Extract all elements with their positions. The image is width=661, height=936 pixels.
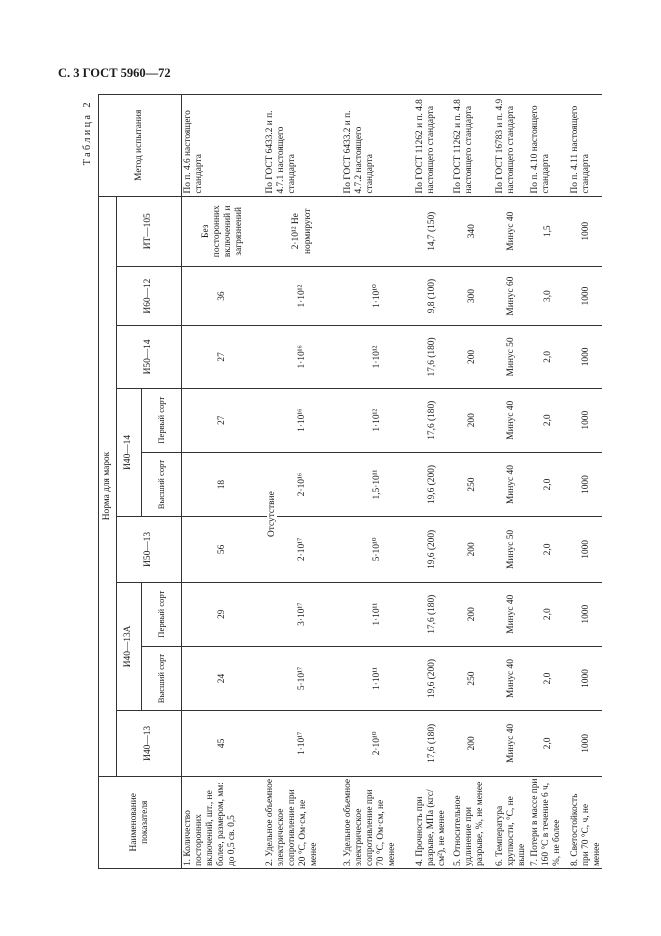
indicator-name: 2. Удельное объемное электрическое сопротивление при 20 °С, Ом·см, не менее	[264, 776, 342, 868]
indicator-name: 7. Потери в массе при 160 °С в течение 6 ч, %, не более	[529, 776, 569, 868]
grade-header-i40-13: И40—13	[117, 711, 182, 776]
grade-header-it-105: ИТ—105	[117, 196, 182, 266]
indicator-name: 3. Удельное объемное электрическое сопротивление при 70 °С, Ом·см, не менее	[342, 776, 414, 868]
value-cell: 2·10¹² Не нормируют	[264, 196, 342, 266]
method-column-header: Метод испытания	[99, 95, 182, 197]
value-cell: 200	[452, 582, 494, 646]
grade-header-i60-12: И60—12	[117, 266, 182, 325]
value-cell: 27	[182, 326, 264, 388]
sort-header-first: Первый сорт	[142, 388, 182, 452]
value-cell: 2·10¹⁰	[342, 711, 414, 776]
value-cell: 1·10¹²	[342, 326, 414, 388]
value-cell: 1000	[569, 711, 602, 776]
table-row	[264, 95, 342, 869]
table-row	[494, 95, 529, 869]
value-cell: 1000	[569, 517, 602, 582]
value-cell: 250	[452, 452, 494, 516]
value-cell: 2,0	[529, 517, 569, 582]
page-header: С. 3 ГОСТ 5960—72	[58, 66, 171, 80]
value-cell: 2,0	[529, 452, 569, 516]
value-cell: Минус 50	[494, 326, 529, 388]
value-cell: 14,7 (150)	[414, 196, 452, 266]
table-caption: Таблица 2	[82, 100, 93, 166]
table-row	[342, 95, 414, 869]
table-row	[529, 95, 569, 869]
value-cell: 2,0	[529, 646, 569, 710]
value-cell: 17,6 (180)	[414, 711, 452, 776]
value-cell: 27	[182, 388, 264, 452]
value-cell: Без посторонних включений и загрязнений	[182, 196, 264, 266]
value-cell: Минус 40	[494, 711, 529, 776]
value-cell: 5·10¹⁰	[342, 517, 414, 582]
value-cell: Минус 40	[494, 388, 529, 452]
value-cell: 200	[452, 517, 494, 582]
value-cell: 1·10¹⁶	[264, 326, 342, 388]
indicator-name: 5. Относительное удлинение при разрыве, %, не менее	[452, 776, 494, 868]
value-cell: Минус 40	[494, 196, 529, 266]
indicator-column-header: Наименование показателя	[99, 776, 182, 868]
value-cell: Минус 50	[494, 517, 529, 582]
value-cell: 1·10¹⁰	[342, 266, 414, 325]
method-cell: По ГОСТ 16783 и п. 4.9 настоящего стандарта	[494, 95, 529, 197]
value-cell: 1,5	[529, 196, 569, 266]
value-cell: 17,6 (180)	[414, 388, 452, 452]
value-cell: 19,6 (200)	[414, 646, 452, 710]
value-cell: 1,5·10¹¹	[342, 452, 414, 516]
value-cell: 200	[452, 388, 494, 452]
method-cell: По ГОСТ 11262 и п. 4.8 настоящего стандарта	[452, 95, 494, 197]
properties-table	[98, 94, 602, 869]
method-cell: По п. 4.10 настоящего стандарта	[529, 95, 569, 197]
indicator-name: 1. Количество посторонних включений, шт., не более, размером, мм: до 0,5 св. 0,5	[182, 776, 264, 868]
grade-header-i50-14: И50—14	[117, 326, 182, 388]
value-cell: 2,0	[529, 388, 569, 452]
value-cell: 1·10¹⁶	[264, 388, 342, 452]
value-cell: 17,6 (180)	[414, 582, 452, 646]
grade-header-i50-13: И50—13	[117, 517, 182, 582]
value-cell: 1·10¹¹	[342, 582, 414, 646]
value-cell: 200	[452, 711, 494, 776]
indicator-name: 6. Температура хрупкости, °С, не выше	[494, 776, 529, 868]
value-cell: 5·10¹⁷	[264, 646, 342, 710]
value-cell: 1000	[569, 388, 602, 452]
value-cell: Минус 40	[494, 452, 529, 516]
value-cell: 300	[452, 266, 494, 325]
value-cell: 2,0	[529, 326, 569, 388]
table-row	[182, 95, 264, 869]
value-cell: 24	[182, 646, 264, 710]
method-cell: По ГОСТ 11262 и п. 4.8 настоящего стандарта	[414, 95, 452, 197]
value-cell: 1000	[569, 452, 602, 516]
value-cell: 18	[182, 452, 264, 516]
table-row	[452, 95, 494, 869]
value-cell: 2·10¹⁷	[264, 517, 342, 582]
value-cell: 1000	[569, 646, 602, 710]
absent-note: Отсутствие	[267, 491, 277, 537]
value-cell: 2,0	[529, 711, 569, 776]
sort-header-high: Высший сорт	[142, 452, 182, 516]
value-cell: 200	[452, 326, 494, 388]
rotated-table-area	[82, 94, 602, 869]
value-cell: 29	[182, 582, 264, 646]
table-row	[414, 95, 452, 869]
value-cell: 19,6 (200)	[414, 517, 452, 582]
value-cell: 9,8 (100)	[414, 266, 452, 325]
value-cell: 1·10¹¹	[342, 646, 414, 710]
sort-header-high: Высший сорт	[142, 646, 182, 710]
value-cell: Минус 60	[494, 266, 529, 325]
sort-header-first: Первый сорт	[142, 582, 182, 646]
method-cell: По п. 4.6 настоящего стандарта	[182, 95, 264, 197]
method-cell: По п. 4.11 настоящего стандарта	[569, 95, 602, 197]
norm-column-header: Норма для марок	[99, 196, 117, 776]
indicator-name: 4. Прочность при разрыве, МПа (кгс/см²), не менее	[414, 776, 452, 868]
indicator-name: 8. Светостойкость при 70 °С, ч, не менее	[569, 776, 602, 868]
value-cell: 1·10¹⁷	[264, 711, 342, 776]
grade-header-i40-14: И40—14	[117, 388, 142, 517]
grade-header-i40-13a: И40—13А	[117, 582, 142, 711]
value-cell: 250	[452, 646, 494, 710]
value-cell: 17,6 (180)	[414, 326, 452, 388]
method-cell: По ГОСТ 6433.2 и п. 4.7.1 настоящего стандарта	[264, 95, 342, 197]
value-cell: 1000	[569, 582, 602, 646]
value-cell: 1·10¹²	[342, 388, 414, 452]
value-cell: 2,0	[529, 582, 569, 646]
value-cell: 1000	[569, 196, 602, 266]
value-cell: 340	[452, 196, 494, 266]
value-cell	[342, 196, 414, 266]
value-cell: Минус 40	[494, 582, 529, 646]
value-cell: 1·10¹²	[264, 266, 342, 325]
value-cell: 45	[182, 711, 264, 776]
value-cell: 56	[182, 517, 264, 582]
value-cell: 2·10¹⁶	[264, 452, 342, 516]
value-cell: 3,0	[529, 266, 569, 325]
table-row	[569, 95, 602, 869]
value-cell: Минус 40	[494, 646, 529, 710]
value-cell: 1000	[569, 326, 602, 388]
value-cell: 1000	[569, 266, 602, 325]
method-cell: По ГОСТ 6433.2 и п. 4.7.2 настоящего стандарта	[342, 95, 414, 197]
value-cell: 19,6 (200)	[414, 452, 452, 516]
value-cell: 36	[182, 266, 264, 325]
table-2-rotated	[82, 94, 602, 869]
value-cell: 3·10¹⁷	[264, 582, 342, 646]
